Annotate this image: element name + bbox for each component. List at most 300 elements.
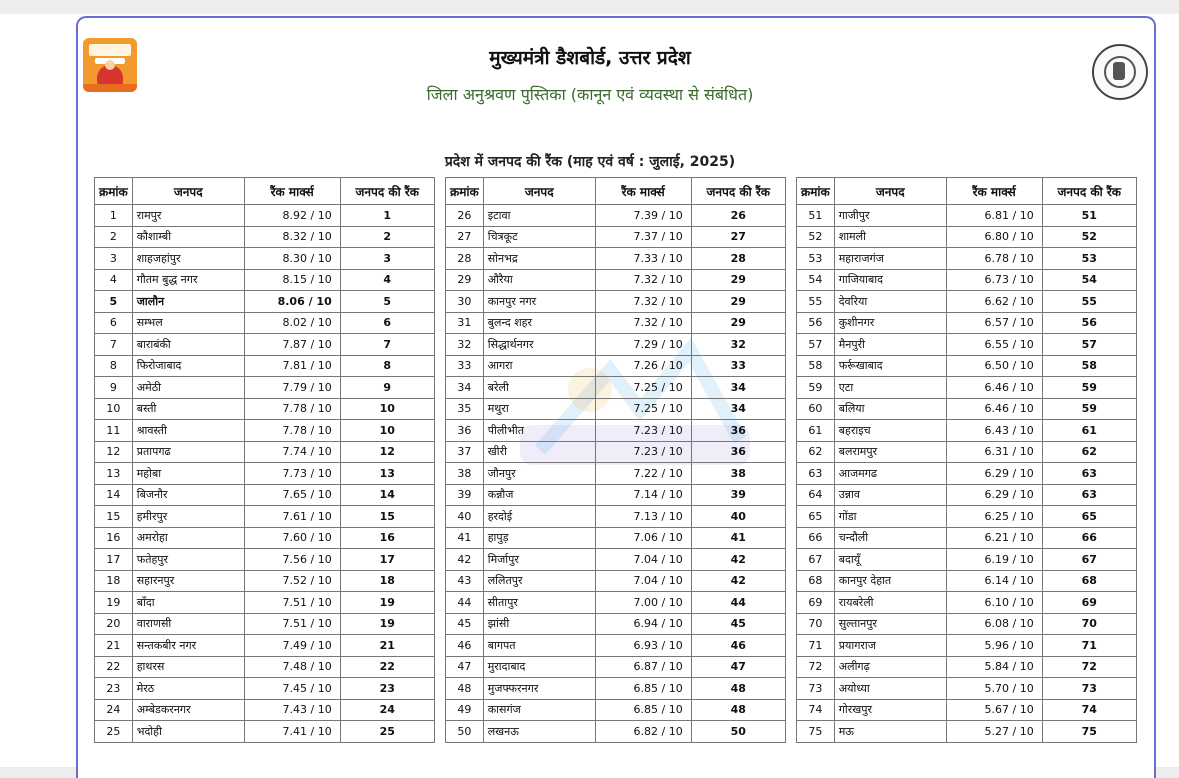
rank-cell: 10 xyxy=(340,420,434,442)
table-row xyxy=(95,721,435,743)
serial-cell: 71 xyxy=(797,635,835,657)
serial-cell: 18 xyxy=(95,570,133,592)
table-row xyxy=(797,269,1137,291)
serial-cell: 74 xyxy=(797,699,835,721)
table-row xyxy=(95,699,435,721)
rank-cell: 70 xyxy=(1042,613,1136,635)
marks-cell: 6.21 / 10 xyxy=(946,527,1042,549)
district-cell: झांसी xyxy=(483,613,595,635)
rank-cell: 16 xyxy=(340,527,434,549)
district-cell: बाराबंकी xyxy=(132,334,244,356)
table-row xyxy=(95,248,435,270)
table-row xyxy=(446,635,786,657)
marks-cell: 7.32 / 10 xyxy=(595,291,691,313)
serial-cell: 48 xyxy=(446,678,484,700)
district-cell: फर्रूखाबाद xyxy=(834,355,946,377)
district-cell: प्रयागराज xyxy=(834,635,946,657)
table-row xyxy=(446,721,786,743)
marks-cell: 8.15 / 10 xyxy=(244,269,340,291)
marks-cell: 7.23 / 10 xyxy=(595,420,691,442)
marks-cell: 7.48 / 10 xyxy=(244,656,340,678)
rank-cell: 44 xyxy=(691,592,785,614)
marks-cell: 7.60 / 10 xyxy=(244,527,340,549)
serial-cell: 52 xyxy=(797,226,835,248)
district-cell: महाराजगंज xyxy=(834,248,946,270)
table-row xyxy=(95,484,435,506)
marks-cell: 7.41 / 10 xyxy=(244,721,340,743)
serial-cell: 20 xyxy=(95,613,133,635)
rank-cell: 75 xyxy=(1042,721,1136,743)
rank-cell: 4 xyxy=(340,269,434,291)
col-header-district: जनपद xyxy=(483,178,595,205)
marks-cell: 7.39 / 10 xyxy=(595,205,691,227)
table-row xyxy=(446,613,786,635)
table-row xyxy=(446,377,786,399)
serial-cell: 50 xyxy=(446,721,484,743)
marks-cell: 7.79 / 10 xyxy=(244,377,340,399)
serial-cell: 38 xyxy=(446,463,484,485)
table-title: प्रदेश में जनपद की रैंक (माह एवं वर्ष : जुलाई, 2025) xyxy=(444,154,736,170)
serial-cell: 12 xyxy=(95,441,133,463)
serial-cell: 26 xyxy=(446,205,484,227)
table-row xyxy=(446,355,786,377)
district-cell: एटा xyxy=(834,377,946,399)
rank-cell: 24 xyxy=(340,699,434,721)
district-cell: महोबा xyxy=(132,463,244,485)
serial-cell: 30 xyxy=(446,291,484,313)
rank-cell: 13 xyxy=(340,463,434,485)
serial-cell: 66 xyxy=(797,527,835,549)
marks-cell: 7.51 / 10 xyxy=(244,592,340,614)
district-cell: हमीरपुर xyxy=(132,506,244,528)
district-cell: मेरठ xyxy=(132,678,244,700)
marks-cell: 7.73 / 10 xyxy=(244,463,340,485)
marks-cell: 6.82 / 10 xyxy=(595,721,691,743)
serial-cell: 7 xyxy=(95,334,133,356)
district-cell: बहराइच xyxy=(834,420,946,442)
serial-cell: 33 xyxy=(446,355,484,377)
district-cell: बलरामपुर xyxy=(834,441,946,463)
district-cell: गोंडा xyxy=(834,506,946,528)
rank-cell: 5 xyxy=(340,291,434,313)
marks-cell: 7.61 / 10 xyxy=(244,506,340,528)
table-row xyxy=(446,291,786,313)
marks-cell: 7.22 / 10 xyxy=(595,463,691,485)
rank-cell: 34 xyxy=(691,377,785,399)
table-row xyxy=(797,506,1137,528)
rank-cell: 47 xyxy=(691,656,785,678)
serial-cell: 44 xyxy=(446,592,484,614)
col-header-marks: रैंक मार्क्स xyxy=(244,178,340,205)
table-row xyxy=(95,420,435,442)
marks-cell: 7.14 / 10 xyxy=(595,484,691,506)
serial-cell: 29 xyxy=(446,269,484,291)
district-cell: पीलीभीत xyxy=(483,420,595,442)
rank-cell: 73 xyxy=(1042,678,1136,700)
marks-cell: 6.73 / 10 xyxy=(946,269,1042,291)
table-row xyxy=(95,269,435,291)
rank-cell: 33 xyxy=(691,355,785,377)
marks-cell: 6.55 / 10 xyxy=(946,334,1042,356)
district-cell: सोनभद्र xyxy=(483,248,595,270)
serial-cell: 60 xyxy=(797,398,835,420)
serial-cell: 19 xyxy=(95,592,133,614)
serial-cell: 15 xyxy=(95,506,133,528)
marks-cell: 8.06 / 10 xyxy=(244,291,340,313)
rank-cell: 38 xyxy=(691,463,785,485)
table-row xyxy=(797,570,1137,592)
table-row xyxy=(797,527,1137,549)
rank-cell: 54 xyxy=(1042,269,1136,291)
serial-cell: 22 xyxy=(95,656,133,678)
marks-cell: 6.10 / 10 xyxy=(946,592,1042,614)
col-header-district: जनपद xyxy=(132,178,244,205)
col-header-sn: क्रमांक xyxy=(446,178,484,205)
marks-cell: 7.81 / 10 xyxy=(244,355,340,377)
district-cell: खीरी xyxy=(483,441,595,463)
col-header-rank: जनपद की रैंक xyxy=(1042,178,1136,205)
rank-cell: 41 xyxy=(691,527,785,549)
rank-table-2 xyxy=(445,177,786,743)
rank-cell: 14 xyxy=(340,484,434,506)
rank-cell: 45 xyxy=(691,613,785,635)
serial-cell: 21 xyxy=(95,635,133,657)
marks-cell: 7.32 / 10 xyxy=(595,269,691,291)
district-cell: इटावा xyxy=(483,205,595,227)
marks-cell: 6.85 / 10 xyxy=(595,699,691,721)
serial-cell: 46 xyxy=(446,635,484,657)
table-row xyxy=(797,226,1137,248)
marks-cell: 6.31 / 10 xyxy=(946,441,1042,463)
table-row xyxy=(446,678,786,700)
rank-cell: 68 xyxy=(1042,570,1136,592)
rank-cell: 36 xyxy=(691,441,785,463)
rank-cell: 22 xyxy=(340,656,434,678)
district-cell: चित्रकूट xyxy=(483,226,595,248)
cm-dashboard-logo-icon xyxy=(83,38,137,92)
district-cell: मुरादाबाद xyxy=(483,656,595,678)
table-row xyxy=(446,527,786,549)
district-cell: बलिया xyxy=(834,398,946,420)
rank-cell: 63 xyxy=(1042,463,1136,485)
district-cell: सीतापुर xyxy=(483,592,595,614)
serial-cell: 70 xyxy=(797,613,835,635)
district-cell: बरेली xyxy=(483,377,595,399)
marks-cell: 7.78 / 10 xyxy=(244,420,340,442)
serial-cell: 6 xyxy=(95,312,133,334)
serial-cell: 10 xyxy=(95,398,133,420)
district-cell: अयोध्या xyxy=(834,678,946,700)
col-header-rank: जनपद की रैंक xyxy=(691,178,785,205)
table-row xyxy=(95,570,435,592)
table-row xyxy=(95,291,435,313)
marks-cell: 7.78 / 10 xyxy=(244,398,340,420)
district-cell: औरैया xyxy=(483,269,595,291)
rank-cell: 3 xyxy=(340,248,434,270)
district-cell: शाहजहांपुर xyxy=(132,248,244,270)
table-row xyxy=(446,506,786,528)
district-cell: सम्भल xyxy=(132,312,244,334)
table-row xyxy=(446,570,786,592)
rank-cell: 67 xyxy=(1042,549,1136,571)
district-cell: कानपुर नगर xyxy=(483,291,595,313)
table-row xyxy=(446,656,786,678)
marks-cell: 6.81 / 10 xyxy=(946,205,1042,227)
district-cell: अमेठी xyxy=(132,377,244,399)
table-row xyxy=(446,248,786,270)
rank-cell: 27 xyxy=(691,226,785,248)
table-row xyxy=(446,312,786,334)
district-cell: मऊ xyxy=(834,721,946,743)
district-cell: लखनऊ xyxy=(483,721,595,743)
district-cell: वाराणसी xyxy=(132,613,244,635)
marks-cell: 6.78 / 10 xyxy=(946,248,1042,270)
district-cell: सुल्तानपुर xyxy=(834,613,946,635)
district-cell: अमरोहा xyxy=(132,527,244,549)
serial-cell: 42 xyxy=(446,549,484,571)
rank-cell: 53 xyxy=(1042,248,1136,270)
district-cell: अलीगढ़ xyxy=(834,656,946,678)
district-cell: बिजनौर xyxy=(132,484,244,506)
district-cell: मैनपुरी xyxy=(834,334,946,356)
marks-cell: 5.70 / 10 xyxy=(946,678,1042,700)
marks-cell: 6.94 / 10 xyxy=(595,613,691,635)
table-header-row xyxy=(797,178,1137,205)
up-govt-seal-icon xyxy=(1092,44,1148,100)
table-row xyxy=(797,355,1137,377)
rank-cell: 51 xyxy=(1042,205,1136,227)
marks-cell: 7.04 / 10 xyxy=(595,549,691,571)
marks-cell: 7.37 / 10 xyxy=(595,226,691,248)
table-row xyxy=(797,334,1137,356)
table-row xyxy=(95,678,435,700)
table-row xyxy=(95,226,435,248)
table-row xyxy=(797,398,1137,420)
table-row xyxy=(446,549,786,571)
rank-cell: 72 xyxy=(1042,656,1136,678)
district-cell: सन्तकबीर नगर xyxy=(132,635,244,657)
district-cell: बदायूँ xyxy=(834,549,946,571)
rank-cell: 39 xyxy=(691,484,785,506)
marks-cell: 5.27 / 10 xyxy=(946,721,1042,743)
marks-cell: 6.25 / 10 xyxy=(946,506,1042,528)
rank-cell: 25 xyxy=(340,721,434,743)
table-row xyxy=(446,398,786,420)
rank-cell: 34 xyxy=(691,398,785,420)
marks-cell: 7.04 / 10 xyxy=(595,570,691,592)
page-title: मुख्यमंत्री डैशबोर्ड, उत्तर प्रदेश xyxy=(489,47,691,69)
table-row xyxy=(95,355,435,377)
rank-cell: 46 xyxy=(691,635,785,657)
table-row xyxy=(446,420,786,442)
marks-cell: 8.92 / 10 xyxy=(244,205,340,227)
table-row xyxy=(797,441,1137,463)
rank-cell: 21 xyxy=(340,635,434,657)
table-row xyxy=(95,592,435,614)
marks-cell: 6.50 / 10 xyxy=(946,355,1042,377)
district-cell: मिर्जापुर xyxy=(483,549,595,571)
rank-cell: 59 xyxy=(1042,377,1136,399)
district-cell: कुशीनगर xyxy=(834,312,946,334)
marks-cell: 7.74 / 10 xyxy=(244,441,340,463)
table-row xyxy=(95,635,435,657)
rank-cell: 56 xyxy=(1042,312,1136,334)
table-row xyxy=(95,613,435,635)
district-cell: जौनपुर xyxy=(483,463,595,485)
table-row xyxy=(797,463,1137,485)
marks-cell: 6.87 / 10 xyxy=(595,656,691,678)
rank-cell: 55 xyxy=(1042,291,1136,313)
marks-cell: 6.85 / 10 xyxy=(595,678,691,700)
table-row xyxy=(446,205,786,227)
table-row xyxy=(797,678,1137,700)
rank-cell: 9 xyxy=(340,377,434,399)
serial-cell: 24 xyxy=(95,699,133,721)
serial-cell: 59 xyxy=(797,377,835,399)
district-cell: सहारनपुर xyxy=(132,570,244,592)
district-cell: कासगंज xyxy=(483,699,595,721)
serial-cell: 3 xyxy=(95,248,133,270)
district-cell: जालौन xyxy=(132,291,244,313)
rank-cell: 15 xyxy=(340,506,434,528)
table-row xyxy=(797,656,1137,678)
district-cell: आगरा xyxy=(483,355,595,377)
rank-cell: 28 xyxy=(691,248,785,270)
serial-cell: 31 xyxy=(446,312,484,334)
rank-cell: 48 xyxy=(691,699,785,721)
district-cell: गाजियाबाद xyxy=(834,269,946,291)
table-row xyxy=(797,613,1137,635)
rank-cell: 26 xyxy=(691,205,785,227)
serial-cell: 35 xyxy=(446,398,484,420)
marks-cell: 7.23 / 10 xyxy=(595,441,691,463)
district-cell: हाथरस xyxy=(132,656,244,678)
serial-cell: 47 xyxy=(446,656,484,678)
col-header-sn: क्रमांक xyxy=(95,178,133,205)
marks-cell: 7.33 / 10 xyxy=(595,248,691,270)
table-row xyxy=(446,484,786,506)
rank-table-3 xyxy=(796,177,1137,743)
table-row xyxy=(446,592,786,614)
serial-cell: 13 xyxy=(95,463,133,485)
marks-cell: 6.29 / 10 xyxy=(946,484,1042,506)
marks-cell: 8.32 / 10 xyxy=(244,226,340,248)
rank-cell: 42 xyxy=(691,570,785,592)
district-cell: प्रतापगढ xyxy=(132,441,244,463)
serial-cell: 73 xyxy=(797,678,835,700)
district-cell: मथुरा xyxy=(483,398,595,420)
rank-cell: 32 xyxy=(691,334,785,356)
marks-cell: 7.51 / 10 xyxy=(244,613,340,635)
serial-cell: 43 xyxy=(446,570,484,592)
col-header-rank: जनपद की रैंक xyxy=(340,178,434,205)
table-row xyxy=(95,334,435,356)
district-cell: हरदोई xyxy=(483,506,595,528)
marks-cell: 6.80 / 10 xyxy=(946,226,1042,248)
district-cell: चन्दौली xyxy=(834,527,946,549)
rank-cell: 62 xyxy=(1042,441,1136,463)
table-row xyxy=(797,721,1137,743)
rank-cell: 42 xyxy=(691,549,785,571)
serial-cell: 4 xyxy=(95,269,133,291)
serial-cell: 62 xyxy=(797,441,835,463)
rank-cell: 50 xyxy=(691,721,785,743)
district-cell: बुलन्द शहर xyxy=(483,312,595,334)
district-cell: फिरोजाबाद xyxy=(132,355,244,377)
table-header-row xyxy=(95,178,435,205)
table-row xyxy=(95,527,435,549)
district-cell: बागपत xyxy=(483,635,595,657)
serial-cell: 2 xyxy=(95,226,133,248)
marks-cell: 7.52 / 10 xyxy=(244,570,340,592)
table-row xyxy=(95,398,435,420)
marks-cell: 6.19 / 10 xyxy=(946,549,1042,571)
table-header-row xyxy=(446,178,786,205)
rank-cell: 74 xyxy=(1042,699,1136,721)
serial-cell: 16 xyxy=(95,527,133,549)
district-cell: बाँदा xyxy=(132,592,244,614)
district-cell: देवरिया xyxy=(834,291,946,313)
serial-cell: 56 xyxy=(797,312,835,334)
col-header-marks: रैंक मार्क्स xyxy=(595,178,691,205)
marks-cell: 7.43 / 10 xyxy=(244,699,340,721)
table-row xyxy=(95,506,435,528)
rank-cell: 57 xyxy=(1042,334,1136,356)
serial-cell: 55 xyxy=(797,291,835,313)
serial-cell: 27 xyxy=(446,226,484,248)
marks-cell: 5.84 / 10 xyxy=(946,656,1042,678)
marks-cell: 7.25 / 10 xyxy=(595,398,691,420)
rank-cell: 29 xyxy=(691,312,785,334)
serial-cell: 49 xyxy=(446,699,484,721)
rank-cell: 10 xyxy=(340,398,434,420)
rank-cell: 61 xyxy=(1042,420,1136,442)
serial-cell: 69 xyxy=(797,592,835,614)
rank-cell: 8 xyxy=(340,355,434,377)
table-row xyxy=(446,334,786,356)
table-row xyxy=(95,441,435,463)
district-cell: ललितपुर xyxy=(483,570,595,592)
table-row xyxy=(797,420,1137,442)
marks-cell: 8.02 / 10 xyxy=(244,312,340,334)
rank-cell: 29 xyxy=(691,269,785,291)
serial-cell: 32 xyxy=(446,334,484,356)
rank-cell: 7 xyxy=(340,334,434,356)
col-header-district: जनपद xyxy=(834,178,946,205)
serial-cell: 5 xyxy=(95,291,133,313)
rank-cell: 1 xyxy=(340,205,434,227)
table-row xyxy=(797,312,1137,334)
table-row xyxy=(797,635,1137,657)
table-row xyxy=(797,205,1137,227)
table-row xyxy=(95,463,435,485)
marks-cell: 7.87 / 10 xyxy=(244,334,340,356)
serial-cell: 63 xyxy=(797,463,835,485)
district-cell: रामपुर xyxy=(132,205,244,227)
table-row xyxy=(95,549,435,571)
serial-cell: 25 xyxy=(95,721,133,743)
table-row xyxy=(797,291,1137,313)
marks-cell: 7.32 / 10 xyxy=(595,312,691,334)
marks-cell: 6.14 / 10 xyxy=(946,570,1042,592)
rank-cell: 17 xyxy=(340,549,434,571)
marks-cell: 7.25 / 10 xyxy=(595,377,691,399)
rank-cell: 40 xyxy=(691,506,785,528)
marks-cell: 7.13 / 10 xyxy=(595,506,691,528)
district-cell: हापुड़ xyxy=(483,527,595,549)
rank-cell: 19 xyxy=(340,592,434,614)
serial-cell: 54 xyxy=(797,269,835,291)
